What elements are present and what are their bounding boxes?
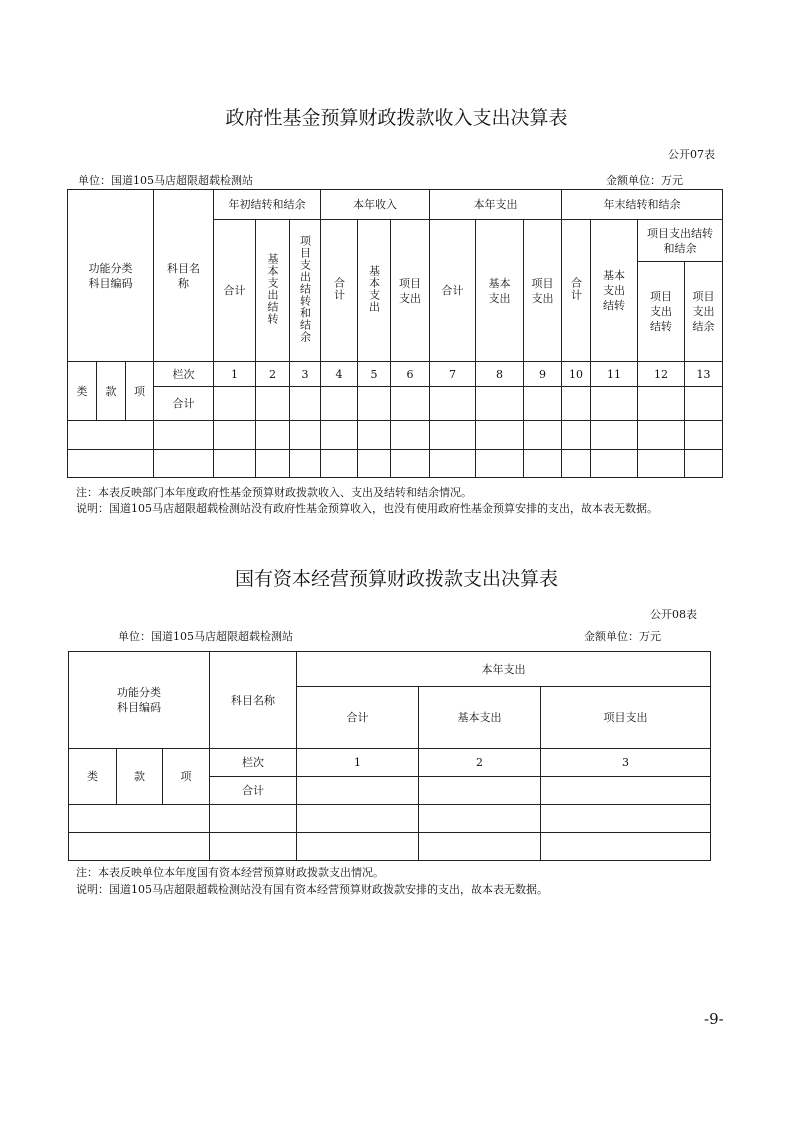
lanci-label: 栏次 <box>210 749 297 777</box>
sub-header: 合计 <box>430 220 476 362</box>
lei-label: 类 <box>69 749 117 805</box>
table-row <box>68 421 723 450</box>
total-label: 合计 <box>154 387 214 421</box>
sub-header: 基本支出 <box>476 220 524 362</box>
sub-header: 项目支出结转和结余 <box>638 220 723 262</box>
sub-header: 项目支出 <box>524 220 562 362</box>
col-num: 7 <box>430 362 476 387</box>
page-number: -9- <box>704 1010 724 1028</box>
col-num: 9 <box>524 362 562 387</box>
header-name: 科目名称 <box>210 652 297 749</box>
table1-title: 政府性基金预算财政拨款收入支出决算表 <box>225 107 568 129</box>
table2-amount-unit: 金额单位：万元 <box>584 630 661 643</box>
col-num: 1 <box>297 749 419 777</box>
sub-header: 基本支出结转 <box>266 252 279 325</box>
table1-code: 公开07表 <box>668 148 715 161</box>
header-code: 功能分类 科目编码 <box>68 190 154 362</box>
kuan-label: 款 <box>117 749 163 805</box>
group-header: 年初结转和结余 <box>214 190 321 220</box>
sub-header: 合计 <box>332 276 346 301</box>
lei-label: 类 <box>68 362 97 421</box>
sub-header: 合计 <box>569 276 583 301</box>
group-header: 本年支出 <box>297 652 711 687</box>
table2-unit: 单位：国道105马店超限超载检测站 <box>118 630 293 643</box>
group-header: 本年收入 <box>321 190 430 220</box>
total-label: 合计 <box>210 777 297 805</box>
kuan-label: 款 <box>97 362 126 421</box>
table2 <box>68 651 711 861</box>
sub-header: 合计 <box>214 220 256 362</box>
table-row <box>68 450 723 478</box>
sub-header: 合计 <box>297 687 419 749</box>
col-num: 3 <box>541 749 711 777</box>
col-num: 4 <box>321 362 358 387</box>
xiang-label: 项 <box>163 749 210 805</box>
table-row <box>68 387 723 421</box>
col-num: 5 <box>358 362 391 387</box>
col-num: 11 <box>591 362 638 387</box>
sub-header: 项目支出结转 <box>638 262 685 362</box>
table1-note: 注：本表反映部门本年度政府性基金预算财政拨款收入、支出及结转和结余情况。 <box>76 486 472 499</box>
table1-amount-unit: 金额单位：万元 <box>606 174 683 187</box>
table1-explain: 说明：国道105马店超限超载检测站没有政府性基金预算收入，也没有使用政府性基金预算安排的支出，故本表无数据。 <box>76 502 658 515</box>
col-num: 10 <box>562 362 591 387</box>
table2-code: 公开08表 <box>650 608 697 621</box>
header-name: 科目名称 <box>154 190 214 362</box>
col-num: 8 <box>476 362 524 387</box>
col-num: 2 <box>256 362 290 387</box>
col-num: 2 <box>419 749 541 777</box>
table1 <box>67 189 723 478</box>
table-row <box>69 805 711 833</box>
table2-note: 注：本表反映单位本年度国有资本经营预算财政拨款支出情况。 <box>76 866 384 879</box>
col-num: 12 <box>638 362 685 387</box>
sub-header: 基本支出 <box>419 687 541 749</box>
group-header: 年末结转和结余 <box>562 190 723 220</box>
sub-header: 项目支出结余 <box>685 262 723 362</box>
sub-header: 基本支出 <box>367 264 381 313</box>
sub-header: 基本支出结转 <box>591 220 638 362</box>
sub-header: 项目支出 <box>541 687 711 749</box>
lanci-label: 栏次 <box>154 362 214 387</box>
sub-header: 项目支出结转和结余 <box>298 234 312 343</box>
header-code: 功能分类 科目编码 <box>69 652 210 749</box>
table-row <box>69 833 711 861</box>
col-num: 1 <box>214 362 256 387</box>
table2-explain: 说明：国道105马店超限超载检测站没有国有资本经营预算财政拨款安排的支出，故本表无数据。 <box>76 883 548 896</box>
table2-title: 国有资本经营预算财政拨款支出决算表 <box>234 568 558 590</box>
sub-header: 项目支出 <box>391 220 430 362</box>
col-num: 6 <box>391 362 430 387</box>
col-num: 13 <box>685 362 723 387</box>
group-header: 本年支出 <box>430 190 562 220</box>
col-num: 3 <box>290 362 321 387</box>
table1-unit: 单位：国道105马店超限超载检测站 <box>78 174 253 187</box>
xiang-label: 项 <box>126 362 154 421</box>
